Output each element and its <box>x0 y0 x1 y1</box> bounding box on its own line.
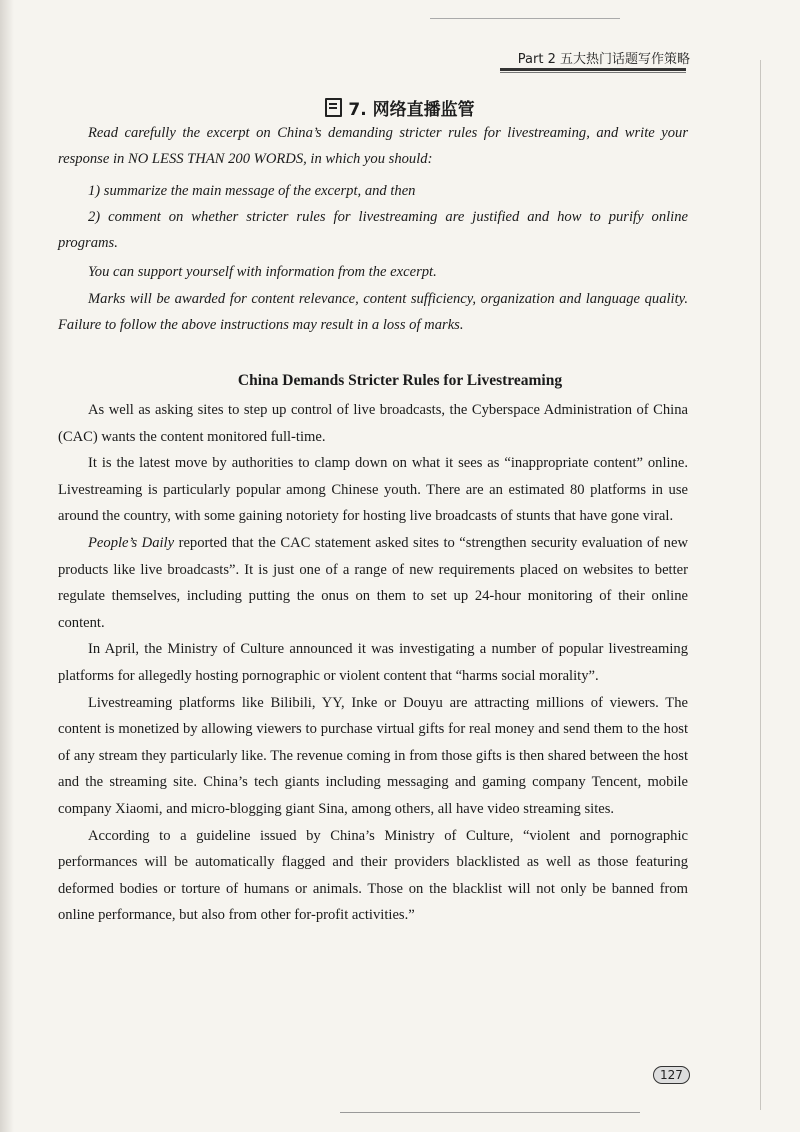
page-gutter-shadow <box>0 0 14 1132</box>
article-paragraph-3: People’s Daily reported that the CAC statement asked sites to “strengthen security evaluation of new products like live broadcasts”. It is just one of a range of new requirements placed on websites to better regulate themselves, including putting the onus on them to set up 24-hour monitoring of their online content. <box>58 534 688 631</box>
section-title <box>0 95 800 120</box>
right-margin-line <box>760 60 761 1110</box>
article-paragraph-2: It is the latest move by authorities to clamp down on what it sees as “inappropriate content” online. Livestreaming is particularly popular among Chinese youth. There are an estimated 80 platforms in use around the country, with some gaining notoriety for hosting live broadcasts of stunts that have gone viral. <box>58 455 688 525</box>
header-rule <box>500 68 686 71</box>
article-title: China Demands Stricter Rules for Livestreaming <box>237 372 563 389</box>
instruction-point-1: 1) summarize the main message of the excerpt, and then <box>88 183 416 199</box>
top-divider <box>430 18 620 19</box>
document-icon <box>325 98 342 117</box>
article-paragraph-5: Livestreaming platforms like Bilibili, YY, Inke or Douyu are attracting millions of viewers. The content is monetized by allowing viewers to purchase virtual gifts for real money and send them to the host of any stream they particularly like. The revenue coming in from those gifts is then shared between the host and the streaming site. China’s tech giants including messaging and gaming company Tencent, mobile company Xiaomi, and micro-blogging giant Sina, among others, all have video streaming sites. <box>58 694 688 817</box>
article-paragraph-6: According to a guideline issued by China’s Ministry of Culture, “violent and pornographic performances will be automatically flagged and their providers blacklisted as well as those featuring deformed bodies or torture of humans or animals. Those on the blacklist will not only be banned from online performance, but also from other for-profit activities.” <box>58 827 688 924</box>
running-header: Part 2 五大热门话题写作策略 <box>517 52 690 67</box>
article-paragraph-1: As well as asking sites to step up control of live broadcasts, the Cyberspace Administration of China (CAC) wants the content monitored full-time. <box>58 402 688 445</box>
article-paragraph-4: In April, the Ministry of Culture announced it was investigating a number of popular livestreaming platforms for allegedly hosting pornographic or violent content that “harms social morality”. <box>58 641 688 684</box>
page-number: 127 <box>653 1066 690 1084</box>
instruction-marks: Marks will be awarded for content relevance, content sufficiency, organization and language quality. Failure to follow the above instructions may result in a loss of marks. <box>58 291 688 333</box>
header-rule-thin <box>500 72 686 73</box>
section-title-text: 7. 网络直播监管 <box>348 100 475 120</box>
article-body <box>58 397 688 929</box>
instruction-intro: Read carefully the excerpt on China’s demanding stricter rules for livestreaming, and write your response in NO LESS THAN 200 WORDS, in which you should: <box>58 125 688 167</box>
instruction-point-2: 2) comment on whether stricter rules for livestreaming are justified and how to purify online programs. <box>58 209 688 251</box>
bottom-divider <box>340 1112 640 1113</box>
publication-name: People’s Daily <box>88 534 175 551</box>
instruction-support: You can support yourself with information from the excerpt. <box>88 264 437 280</box>
